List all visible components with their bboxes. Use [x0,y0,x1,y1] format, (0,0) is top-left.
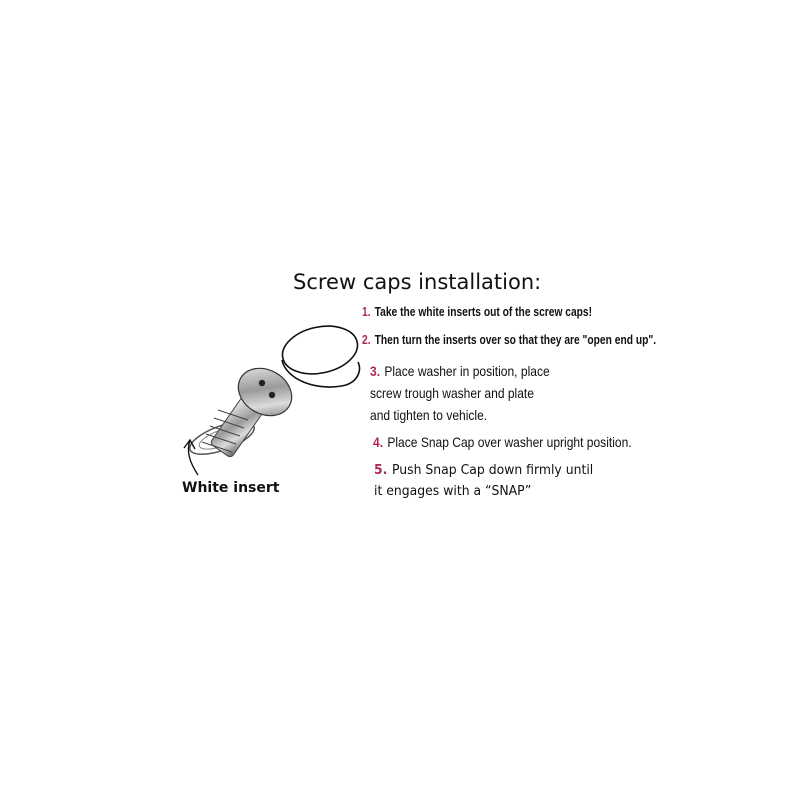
step-number: 4. [373,434,384,450]
step-number: 2. [362,333,371,347]
step-text: Place Snap Cap over washer upright position. [387,434,632,450]
step-number: 1. [362,305,371,319]
step-number: 3. [370,363,381,379]
step-2 [362,333,656,347]
step-3 [370,360,550,426]
step-text: Then turn the inserts over so that they are "open end up". [374,333,657,347]
white-insert-cap [278,320,362,387]
screw-image [186,359,300,461]
page-title: Screw caps installation: [293,270,542,294]
step-4 [373,434,632,450]
step-text: it engages with a “SNAP” [374,483,532,499]
step-text: Push Snap Cap down firmly until [391,462,594,478]
white-insert-label: White insert [182,480,280,496]
step-text: and tighten to vehicle. [370,407,488,423]
step-1 [362,305,592,319]
step-text: Place washer in position, place [384,363,550,379]
step-text: Take the white inserts out of the screw caps! [374,305,593,319]
step-5 [374,460,593,502]
step-number: 5. [374,462,388,478]
step-text: screw trough washer and plate [370,385,534,401]
